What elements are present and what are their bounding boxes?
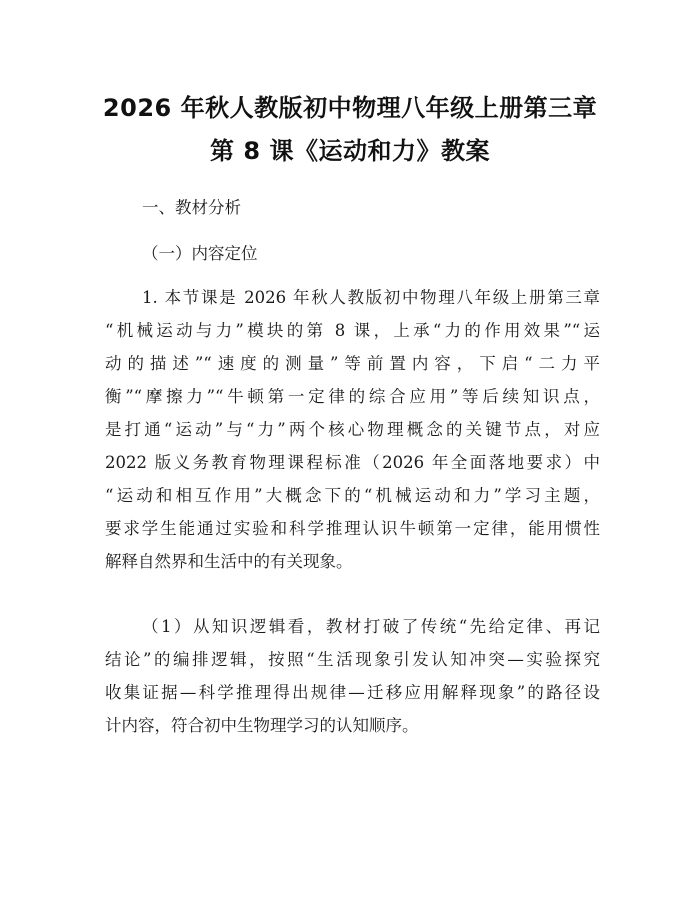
paragraph-line: 结论”的编排逻辑，按照“生活现象引发认知冲突—实验探究 [105,650,600,669]
paragraph-line: 动的描述”“速度的测量”等前置内容，下启“二力平 [105,354,600,373]
paragraph-content-positioning [105,281,600,578]
paragraph-line: 解释自然界和生活中的有关现象。 [105,552,353,571]
paragraph-line: “机械运动与力”模块的第 8 课，上承“力的作用效果”“运 [105,321,600,340]
paragraph-line: 收集证据—科学推理得出规律—迁移应用解释现象”的路径设 [105,683,600,702]
paragraph-line: （1）从知识逻辑看，教材打破了传统“先给定律、再记 [142,617,600,636]
paragraph-line: 2022 版义务教育物理课程标准（2026 年全面落地要求）中 [105,453,600,472]
paragraph-line: 计内容，符合初中生物理学习的认知顺序。 [105,716,419,735]
subsection-heading: （一）内容定位 [142,244,258,263]
paragraph-line: 要求学生能通过实验和科学推理认识牛顿第一定律，能用惯性 [105,519,600,538]
document-title-line-2: 第 8 课《运动和力》教案 [210,137,490,165]
paragraph-knowledge-logic [105,610,600,742]
paragraph-line: 衡”“摩擦力”“牛顿第一定律的综合应用”等后续知识点， [105,387,600,406]
paragraph-line: 是打通“运动”与“力”两个核心物理概念的关键节点，对应 [105,420,600,439]
paragraph-line: “运动和相互作用”大概念下的“机械运动和力”学习主题， [105,486,600,505]
document-title-line-1: 2026 年秋人教版初中物理八年级上册第三章 [102,94,598,122]
section-heading: 一、教材分析 [142,198,241,217]
paragraph-line: 1. 本节课是 2026 年秋人教版初中物理八年级上册第三章 [142,288,600,307]
